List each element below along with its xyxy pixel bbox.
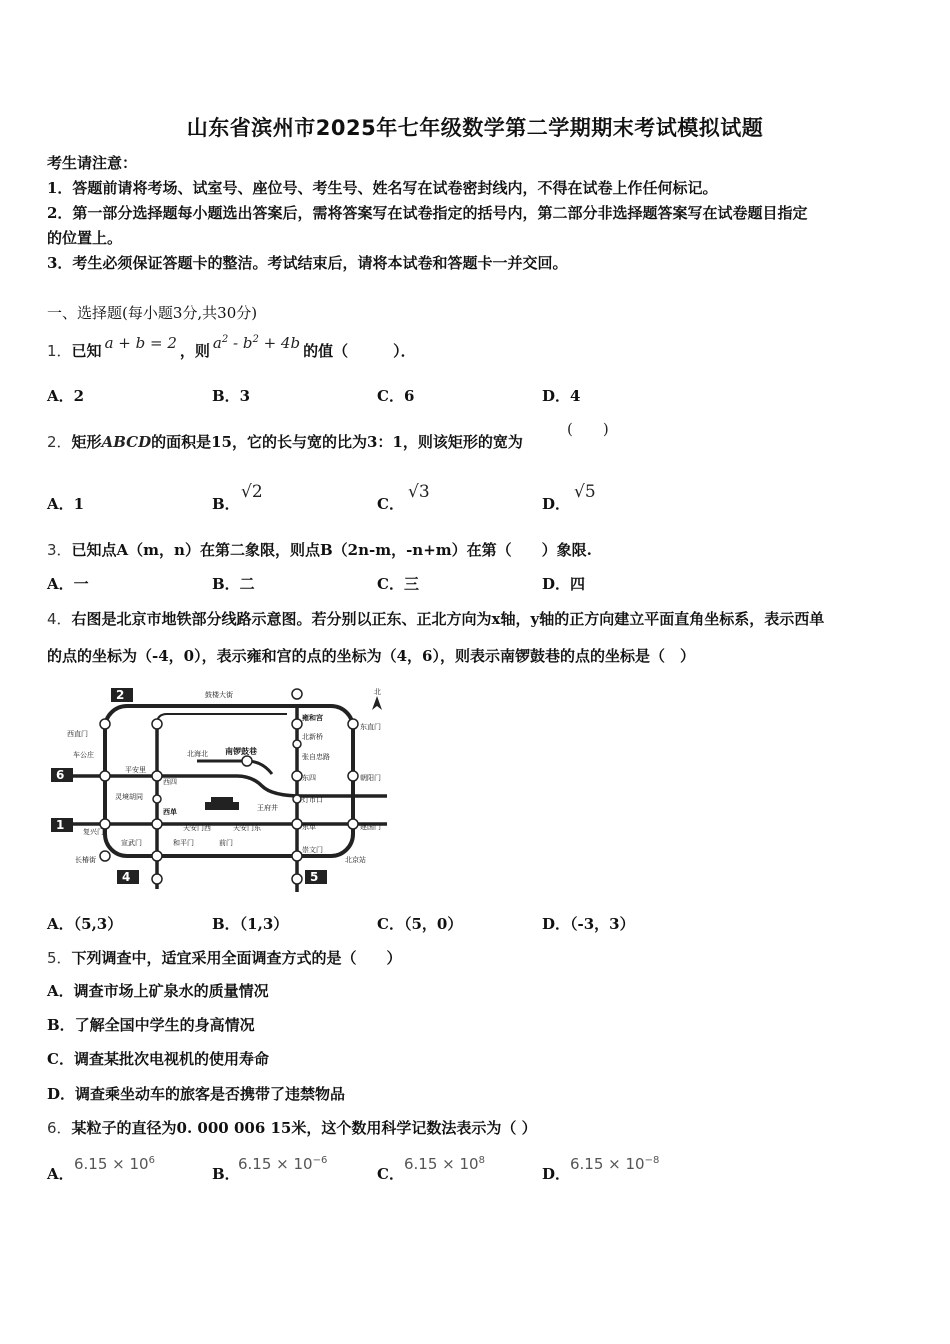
question-text: ，则: [179, 342, 210, 360]
option-c[interactable]: C．: [377, 1165, 404, 1183]
option-c[interactable]: C．（5，0）: [377, 915, 463, 933]
station-label: 长椿街: [75, 856, 96, 864]
option-b[interactable]: B．二: [212, 575, 255, 593]
section-heading: 一、选择题(每小题3分,共30分): [47, 304, 258, 322]
option-a[interactable]: A．调查市场上矿泉水的质量情况: [47, 982, 269, 1000]
svg-text:北: 北: [374, 688, 381, 696]
option-b[interactable]: B．了解全国中学生的身高情况: [47, 1016, 255, 1034]
north-arrow-icon: [372, 687, 382, 710]
station-label: 雍和宫: [302, 714, 323, 722]
option-d[interactable]: D．调查乘坐动车的旅客是否携带了违禁物品: [47, 1085, 346, 1103]
station-label: 灯市口: [302, 796, 323, 804]
question-text: 已知: [71, 342, 102, 360]
station-label: 天安门西: [183, 824, 211, 832]
option-b[interactable]: B．3: [212, 387, 251, 405]
station-label: 东直门: [360, 723, 381, 731]
station-label: 西四: [163, 778, 177, 786]
option-b[interactable]: B．: [212, 1165, 240, 1183]
station-label: 东单: [302, 823, 316, 831]
station-label: 和平门: [173, 839, 194, 847]
station-label: 南锣鼓巷: [225, 747, 257, 756]
sqrt-2: √2: [241, 482, 263, 502]
station-label: 天安门东: [233, 824, 261, 832]
question-number: 3．: [47, 541, 72, 559]
notice-item-2: 2．第一部分选择题每小题选出答案后，需将答案写在试卷指定的括号内，第二部分非选择题答案写在试卷题目指定: [47, 204, 808, 222]
rectangle-name: ABCD: [101, 433, 152, 451]
option-c[interactable]: C．调查某批次电视机的使用寿命: [47, 1050, 269, 1068]
option-d[interactable]: D．4: [542, 387, 581, 405]
question-number: 6．: [47, 1119, 72, 1137]
option-c[interactable]: C．: [377, 495, 404, 513]
line-6-badge: 6: [56, 768, 65, 782]
line-4-badge: 4: [122, 870, 131, 884]
question-number: 5．: [47, 949, 72, 967]
option-b[interactable]: B．: [212, 495, 240, 513]
notice-item-3: 3．考生必须保证答题卡的整洁。考试结束后，请将本试卷和答题卡一并交回。: [47, 254, 568, 272]
question-number: 4．: [47, 610, 72, 628]
question-4: 4．右图是北京市地铁部分线路示意图。若分别以正东、正北方向为x轴，y轴的正方向建立平面直角坐标系，表示西单: [47, 610, 825, 628]
question-number: 2．: [47, 433, 72, 451]
station-label: 西单: [163, 808, 177, 816]
sqrt-5: √5: [574, 482, 596, 502]
option-a[interactable]: A．2: [47, 387, 85, 405]
station-label: 鼓楼大街: [205, 691, 233, 699]
option-d[interactable]: D．: [542, 495, 571, 513]
question-3: 3．已知点A（m，n）在第二象限，则点B（2n-m，-n+m）在第（ ）象限.: [47, 541, 592, 559]
line-2-badge: 2: [116, 688, 125, 702]
station-label: 东四: [302, 774, 316, 782]
sci-notation-d: $6.15 \times 10^{-8}$: [570, 1155, 660, 1173]
question-4-cont: 的点的坐标为（-4，0），表示雍和宫的点的坐标为（4，6），则表示南锣鼓巷的点的坐标是（ ）: [47, 647, 695, 665]
sci-notation-b: $6.15 \times 10^{-6}$: [238, 1155, 328, 1173]
station-label: 车公庄: [73, 751, 94, 759]
option-d[interactable]: D．（-3，3）: [542, 915, 635, 933]
question-number: 1．: [47, 342, 72, 360]
sci-notation-a: $6.15 \times 10^6$: [74, 1155, 155, 1173]
question-1: [47, 334, 416, 361]
inner-ring-track: [157, 714, 287, 724]
station-label: 复兴门: [83, 828, 104, 836]
option-a[interactable]: A．: [47, 1165, 74, 1183]
notice-item-1: 1．答题前请将考场、试室号、座位号、考生号、姓名写在试卷密封线内，不得在试卷上作任何标记。: [47, 179, 718, 197]
option-b[interactable]: B．（1,3）: [212, 915, 289, 933]
question-text: 的值（ ）．: [303, 342, 416, 360]
line-8-track: [197, 761, 272, 774]
notice-heading: 考生请注意：: [47, 154, 138, 172]
sqrt-3: √3: [408, 482, 430, 502]
option-a[interactable]: A．1: [47, 495, 85, 513]
question-6: 6．某粒子的直径为0. 000 006 15米，这个数用科学记数法表示为（ ）: [47, 1119, 537, 1137]
answer-paren: ( ): [567, 420, 609, 438]
station-label: 西直门: [67, 730, 88, 738]
station-label: 北京站: [345, 856, 366, 864]
station-label: 灵境胡同: [115, 793, 143, 801]
tiananmen-roof: [211, 797, 233, 803]
option-d[interactable]: D．: [542, 1165, 571, 1183]
station-label: 宣武门: [121, 839, 142, 847]
math-expression: $a^2 - b^2 + 4b$: [212, 334, 301, 352]
line-5-badge: 5: [310, 870, 319, 884]
line-1-badge: 1: [56, 818, 65, 832]
question-2: 2．矩形ABCD的面积是15，它的长与宽的比为3：1，则该矩形的宽为: [47, 433, 523, 451]
subway-map: [47, 684, 392, 892]
station-label: 崇文门: [302, 846, 323, 854]
station-label: 前门: [219, 839, 233, 847]
station-label: 北海北: [187, 750, 208, 758]
station-label: 平安里: [125, 766, 146, 774]
math-condition: a + b = 2: [104, 334, 177, 352]
sci-notation-c: $6.15 \times 10^8$: [404, 1155, 485, 1173]
station-label: 张自忠路: [302, 753, 330, 761]
option-a[interactable]: A．一: [47, 575, 89, 593]
option-c[interactable]: C．三: [377, 575, 419, 593]
station-label: 建国门: [360, 823, 381, 831]
station-label: 王府井: [257, 804, 278, 812]
question-5: 5．下列调查中，适宜采用全面调查方式的是（ ）: [47, 949, 402, 967]
option-c[interactable]: C．6: [377, 387, 415, 405]
option-d[interactable]: D．四: [542, 575, 586, 593]
option-a[interactable]: A．（5,3）: [47, 915, 123, 933]
tiananmen-icon: [205, 802, 239, 810]
page-title: 山东省滨州市2025年七年级数学第二学期期末考试模拟试题: [186, 116, 764, 140]
station-label: 朝阳门: [360, 774, 381, 782]
station-label: 北新桥: [302, 733, 323, 741]
notice-item-2-cont: 的位置上。: [47, 229, 123, 247]
